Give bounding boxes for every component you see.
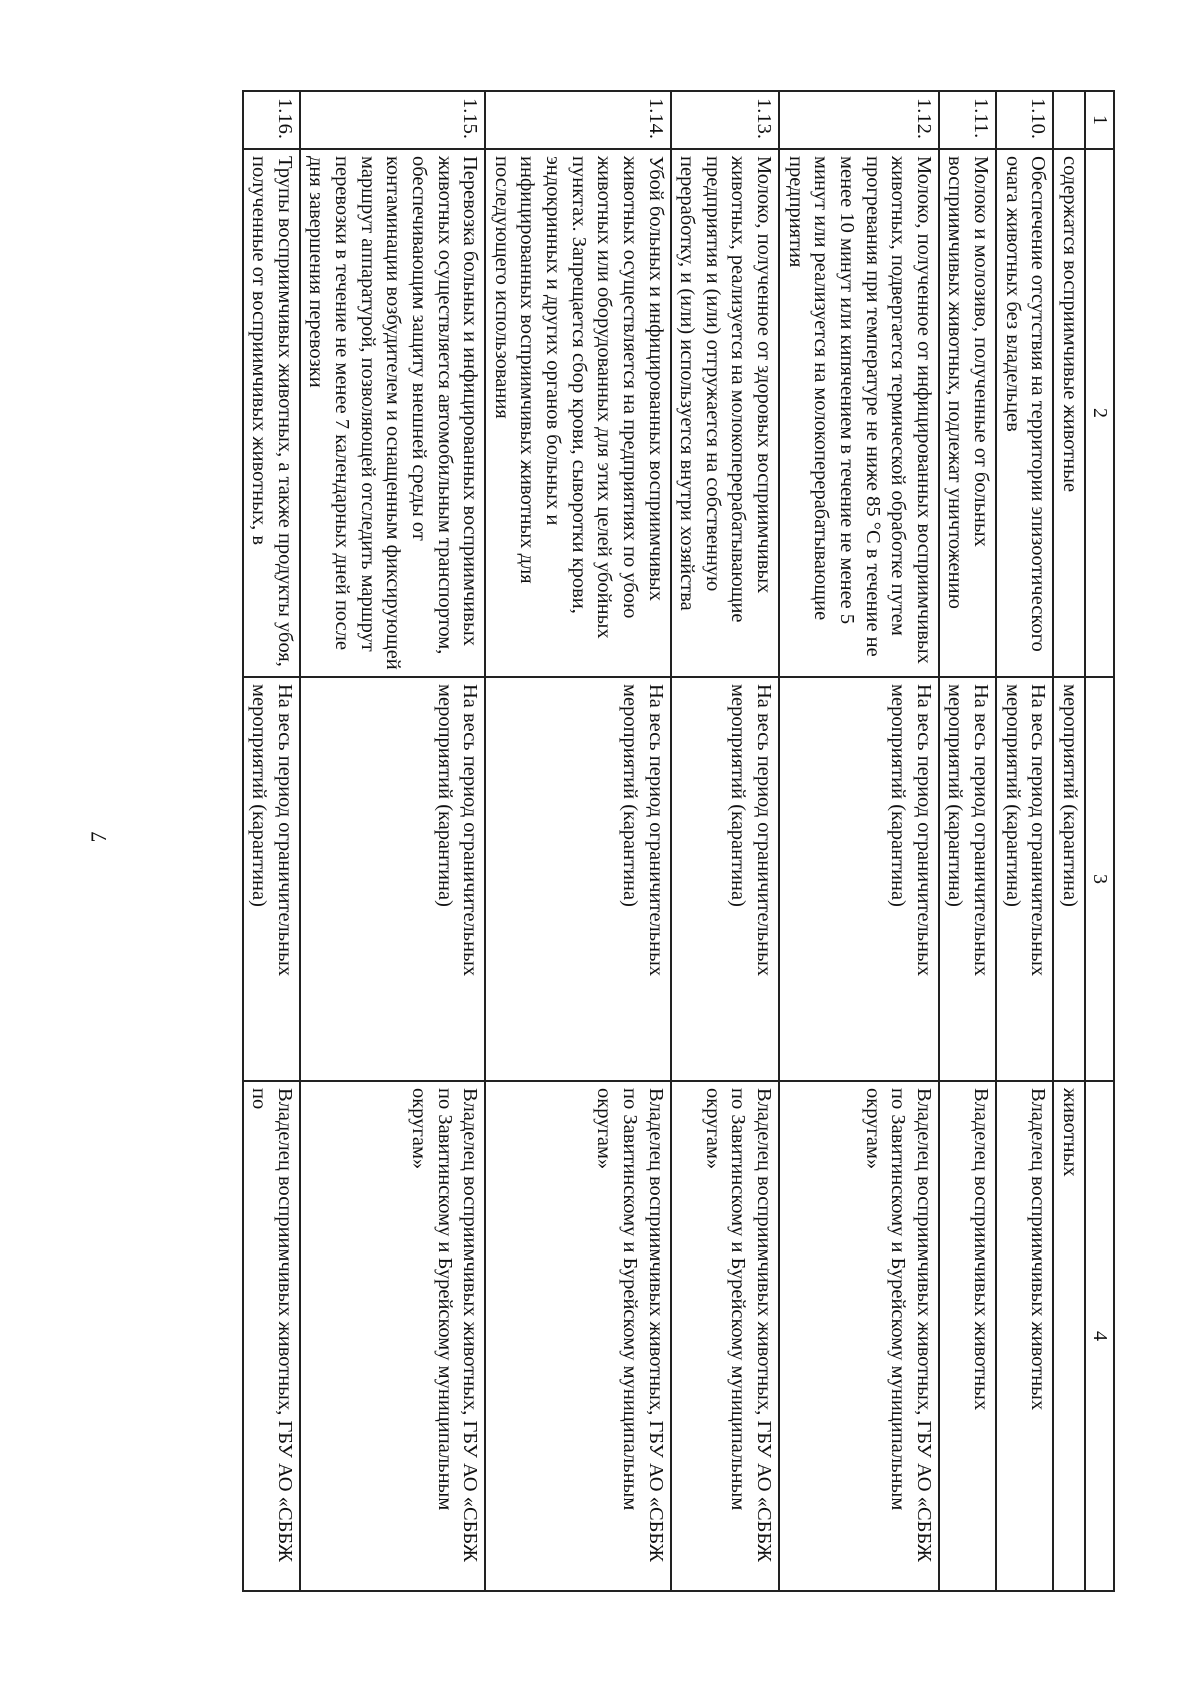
period-cell: На весь период ограничительных мероприятий (карантина)	[300, 677, 485, 1081]
table-row	[300, 91, 485, 1591]
period-cell: На весь период ограничительных мероприятий (карантина)	[996, 677, 1053, 1081]
measure-cell: Убой больных и инфицированных восприимчивых животных осуществляется на предприятиях по убою животных или оборудованных для этих целей убойных пунктах. Запрещается сбор крови, сыворотки крови, эндокринных и других органов больных и инфицированных восприимчивых животных для последующего использования	[485, 149, 670, 677]
period-cell: На весь период ограничительных мероприятий (карантина)	[939, 677, 996, 1081]
row-number-cell: 1.13.	[671, 91, 780, 149]
table-row	[485, 91, 670, 1591]
table-header-row	[1085, 91, 1114, 1591]
header-cell-4: 4	[1085, 1081, 1114, 1591]
measure-cell: Молоко и молозиво, полученные от больных восприимчивых животных, подлежат уничтожению	[939, 149, 996, 677]
row-number-cell: 1.14.	[485, 91, 670, 149]
row-number-cell	[1053, 91, 1085, 149]
table-row	[671, 91, 780, 1591]
header-cell-3: 3	[1085, 677, 1114, 1081]
executor-cell: Владелец восприимчивых животных	[939, 1081, 996, 1591]
executor-cell: Владелец восприимчивых животных, ГБУ АО «СББЖ по	[243, 1081, 300, 1591]
table-row	[243, 91, 300, 1591]
executor-cell: Владелец восприимчивых животных	[996, 1081, 1053, 1591]
measure-cell: Обеспечение отсутствия на территории эпизоотического очага животных без владельцев	[996, 149, 1053, 677]
table-row	[996, 91, 1053, 1591]
executor-cell: Владелец восприимчивых животных, ГБУ АО «СББЖ по Завитинскому и Бурейскому муниципальным округам»	[779, 1081, 939, 1591]
table-row	[939, 91, 996, 1591]
period-cell: мероприятий (карантина)	[1053, 677, 1085, 1081]
period-cell: На весь период ограничительных мероприятий (карантина)	[671, 677, 780, 1081]
period-cell: На весь период ограничительных мероприятий (карантина)	[243, 677, 300, 1081]
period-cell: На весь период ограничительных мероприятий (карантина)	[485, 677, 670, 1081]
period-cell: На весь период ограничительных мероприятий (карантина)	[779, 677, 939, 1081]
row-number-cell: 1.12.	[779, 91, 939, 149]
rotated-table-container	[140, 90, 1115, 1590]
table-row	[779, 91, 939, 1591]
executor-cell: животных	[1053, 1081, 1085, 1591]
row-number-cell: 1.16.	[243, 91, 300, 149]
measure-cell: Молоко, полученное от инфицированных восприимчивых животных, подвергается термической обработке путем прогревания при температуре не ниже 85 °С в течение не менее 10 минут или кипячением в течение не менее 5 минут или реализуется на молокоперерабатывающие предприятия	[779, 149, 939, 677]
header-cell-2: 2	[1085, 149, 1114, 677]
row-number-cell: 1.15.	[300, 91, 485, 149]
executor-cell: Владелец восприимчивых животных, ГБУ АО «СББЖ по Завитинскому и Бурейскому муниципальным округам»	[671, 1081, 780, 1591]
header-cell-1: 1	[1085, 91, 1114, 149]
row-number-cell: 1.10.	[996, 91, 1053, 149]
executor-cell: Владелец восприимчивых животных, ГБУ АО «СББЖ по Завитинскому и Бурейскому муниципальным округам»	[485, 1081, 670, 1591]
measure-cell: Трупы восприимчивых животных, а также продукты убоя, полученные от восприимчивых животных, в	[243, 149, 300, 677]
measures-table	[242, 90, 1115, 1592]
page-number: 7	[86, 831, 111, 843]
executor-cell: Владелец восприимчивых животных, ГБУ АО «СББЖ по Завитинскому и Бурейскому муниципальным округам»	[300, 1081, 485, 1591]
table-row	[1053, 91, 1085, 1591]
measure-cell: Перевозка больных и инфицированных восприимчивых животных осуществляется автомобильным транспортом, обеспечивающим защиту внешней среды от контаминации возбудителем и оснащенным фиксирующей маршрут аппаратурой, позволяющей отследить маршрут перевозки в течение не менее 7 календарных дней после дня завершения перевозки	[300, 149, 485, 677]
row-number-cell: 1.11.	[939, 91, 996, 149]
measure-cell: Молоко, полученное от здоровых восприимчивых животных, реализуется на молокоперерабатывающие предприятия и (или) отгружается на собственную переработку, и (или) используется внутри хозяйства	[671, 149, 780, 677]
measure-cell: содержатся восприимчивые животные	[1053, 149, 1085, 677]
